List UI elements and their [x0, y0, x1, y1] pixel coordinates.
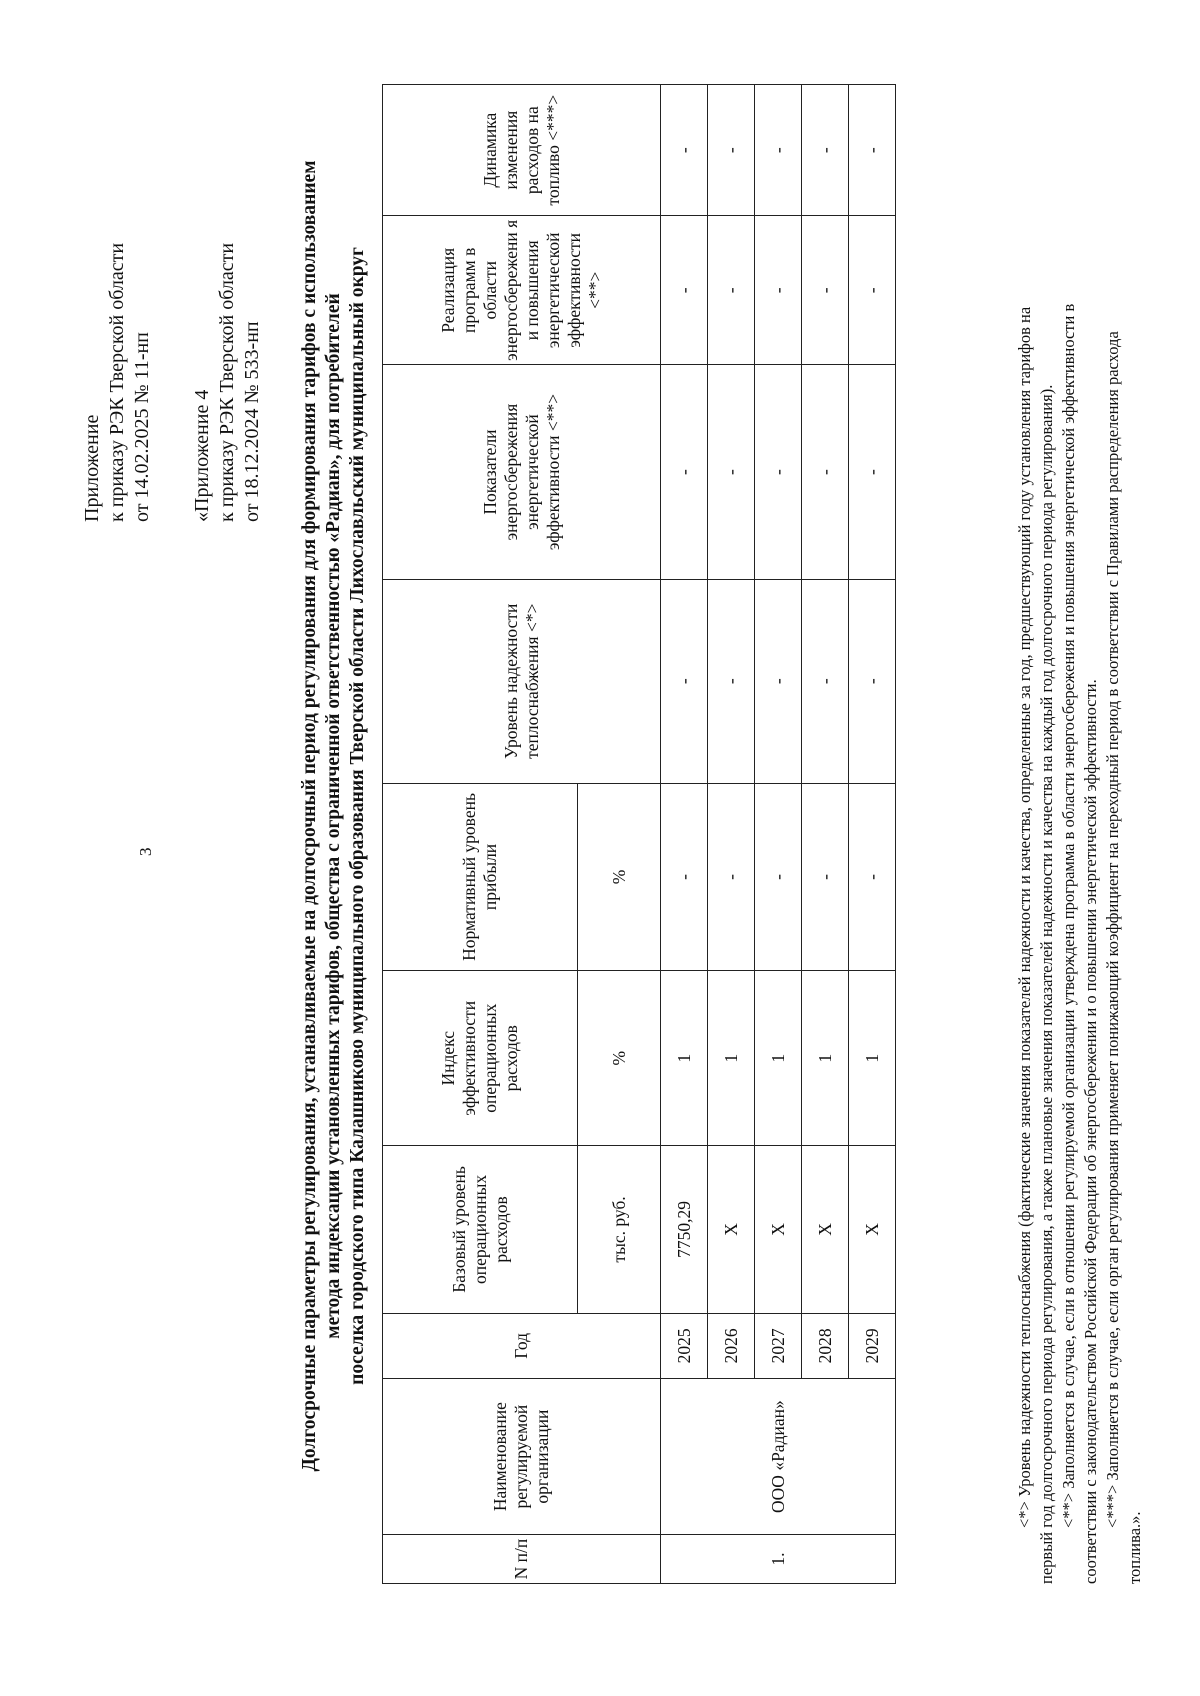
appendix-current-block: [80, 92, 155, 522]
header-base: Базовый уровень операционных расходов: [383, 1146, 578, 1313]
cell-reliability: -: [802, 579, 849, 783]
cell-fuel: -: [755, 85, 802, 216]
footnote-efficiency-line1: <**> Заполняется в случае, если в отношении регулируемой организации утверждена программа в области энергосбережения и повышения энергетической эффективности в: [1059, 303, 1078, 1528]
unit-idx: %: [578, 971, 661, 1146]
table-row: [849, 85, 896, 1584]
cell-idx: 1: [849, 971, 896, 1146]
cell-base: Х: [802, 1146, 849, 1313]
table-row: [708, 85, 755, 1584]
appendix-prev-line1: «Приложение 4: [191, 389, 213, 522]
cell-fuel: -: [849, 85, 896, 216]
cell-idx: 1: [661, 971, 708, 1146]
title-line3: поселка городского типа Калашниково муниципального образования Тверской области Лихославльский муниципальный округ: [347, 247, 368, 1385]
cell-efficiency: -: [849, 365, 896, 579]
cell-profit: -: [755, 783, 802, 971]
title-line1: Долгосрочные параметры регулирования, устанавливаемые на долгосрочный период регулирования для формирования тарифов с использованием: [299, 160, 320, 1472]
footnote-reliability-line1: <*> Уровень надежности теплоснабжения (фактические значения показателей надежности и качества, определенные за год, предшествующий году установления тарифов на: [1015, 306, 1034, 1528]
cell-efficiency: -: [708, 365, 755, 579]
unit-profit: %: [578, 783, 661, 971]
cell-year: 2029: [849, 1313, 896, 1378]
table-row: [661, 85, 708, 1584]
header-org: Наименование регулируемой организации: [383, 1379, 661, 1535]
cell-reliability: -: [661, 579, 708, 783]
cell-year: 2025: [661, 1313, 708, 1378]
title-line2: метода индексации установленных тарифов, общества с ограниченной ответственностью «Радиан», для потребителей: [323, 293, 344, 1339]
cell-efficiency: -: [755, 365, 802, 579]
cell-year: 2026: [708, 1313, 755, 1378]
header-year: Год: [383, 1313, 661, 1378]
footnote-fuel-line1: <***> Заполняется в случае, если орган регулирования применяет понижающий коэффициент на переходный период в соответствии с Правилами распределения расхода: [1103, 331, 1122, 1528]
cell-idx: 1: [755, 971, 802, 1146]
footnote-reliability-line2: первый год долгосрочного периода регулирования, а также плановые значения показателей надежности и качества на каждый год долгосрочного периода регулирования).: [1037, 384, 1056, 1584]
appendix-previous-block: [190, 92, 265, 522]
cell-base: Х: [755, 1146, 802, 1313]
table-header-row: [383, 85, 578, 1584]
cell-programs: -: [661, 216, 708, 365]
table-row: [802, 85, 849, 1584]
cell-profit: -: [849, 783, 896, 971]
cell-base: 7750,29: [661, 1146, 708, 1313]
cell-programs: -: [755, 216, 802, 365]
table-row: [755, 85, 802, 1584]
cell-programs: -: [708, 216, 755, 365]
unit-base: тыс. руб.: [578, 1146, 661, 1313]
cell-reliability: -: [708, 579, 755, 783]
cell-base: Х: [708, 1146, 755, 1313]
cell-fuel: -: [802, 85, 849, 216]
cell-programs: -: [849, 216, 896, 365]
appendix-current-line1: Приложение: [81, 414, 103, 522]
footnote-efficiency-line2: соответствии с законодательством Российской Федерации об энергосбережении и о повышении энергетической эффективности.: [1081, 679, 1100, 1584]
cell-year: 2028: [802, 1313, 849, 1378]
cell-programs: -: [802, 216, 849, 365]
cell-profit: -: [661, 783, 708, 971]
cell-organization: ООО «Радиан»: [661, 1379, 896, 1535]
cell-fuel: -: [708, 85, 755, 216]
footnotes: [1014, 54, 1146, 1584]
cell-fuel: -: [661, 85, 708, 216]
appendix-current-line2: к приказу РЭК Тверской области: [106, 242, 128, 522]
cell-efficiency: -: [661, 365, 708, 579]
header-profit: Нормативный уровень прибыли: [383, 783, 578, 971]
cell-reliability: -: [755, 579, 802, 783]
header-idx: Индекс эффективности операционных расходов: [383, 971, 578, 1146]
header-programs: Реализация программ в области энергосбережени я и повышения энергетической эффективности <**>: [383, 216, 661, 365]
appendix-prev-line3: от 18.12.2024 № 533-нп: [241, 321, 263, 522]
parameters-table: [382, 84, 896, 1584]
cell-reliability: -: [849, 579, 896, 783]
cell-efficiency: -: [802, 365, 849, 579]
document-title: [298, 66, 370, 1566]
footnote-fuel-line2: топлива.».: [1125, 1511, 1144, 1584]
header-fuel: Динамика изменения расходов на топливо <***>: [383, 85, 661, 216]
cell-row-number: 1.: [661, 1535, 896, 1584]
appendix-prev-line2: к приказу РЭК Тверской области: [216, 242, 238, 522]
cell-base: Х: [849, 1146, 896, 1313]
appendix-current-line3: от 14.02.2025 № 11-нп: [131, 332, 153, 522]
cell-idx: 1: [708, 971, 755, 1146]
header-reliability: Уровень надежности теплоснабжения <*>: [383, 579, 661, 783]
header-num: N п/п: [383, 1535, 661, 1584]
cell-year: 2027: [755, 1313, 802, 1378]
cell-profit: -: [708, 783, 755, 971]
cell-idx: 1: [802, 971, 849, 1146]
header-efficiency: Показатели энергосбережения энергетической эффективности <**>: [383, 365, 661, 579]
page-number: 3: [136, 847, 155, 856]
cell-profit: -: [802, 783, 849, 971]
